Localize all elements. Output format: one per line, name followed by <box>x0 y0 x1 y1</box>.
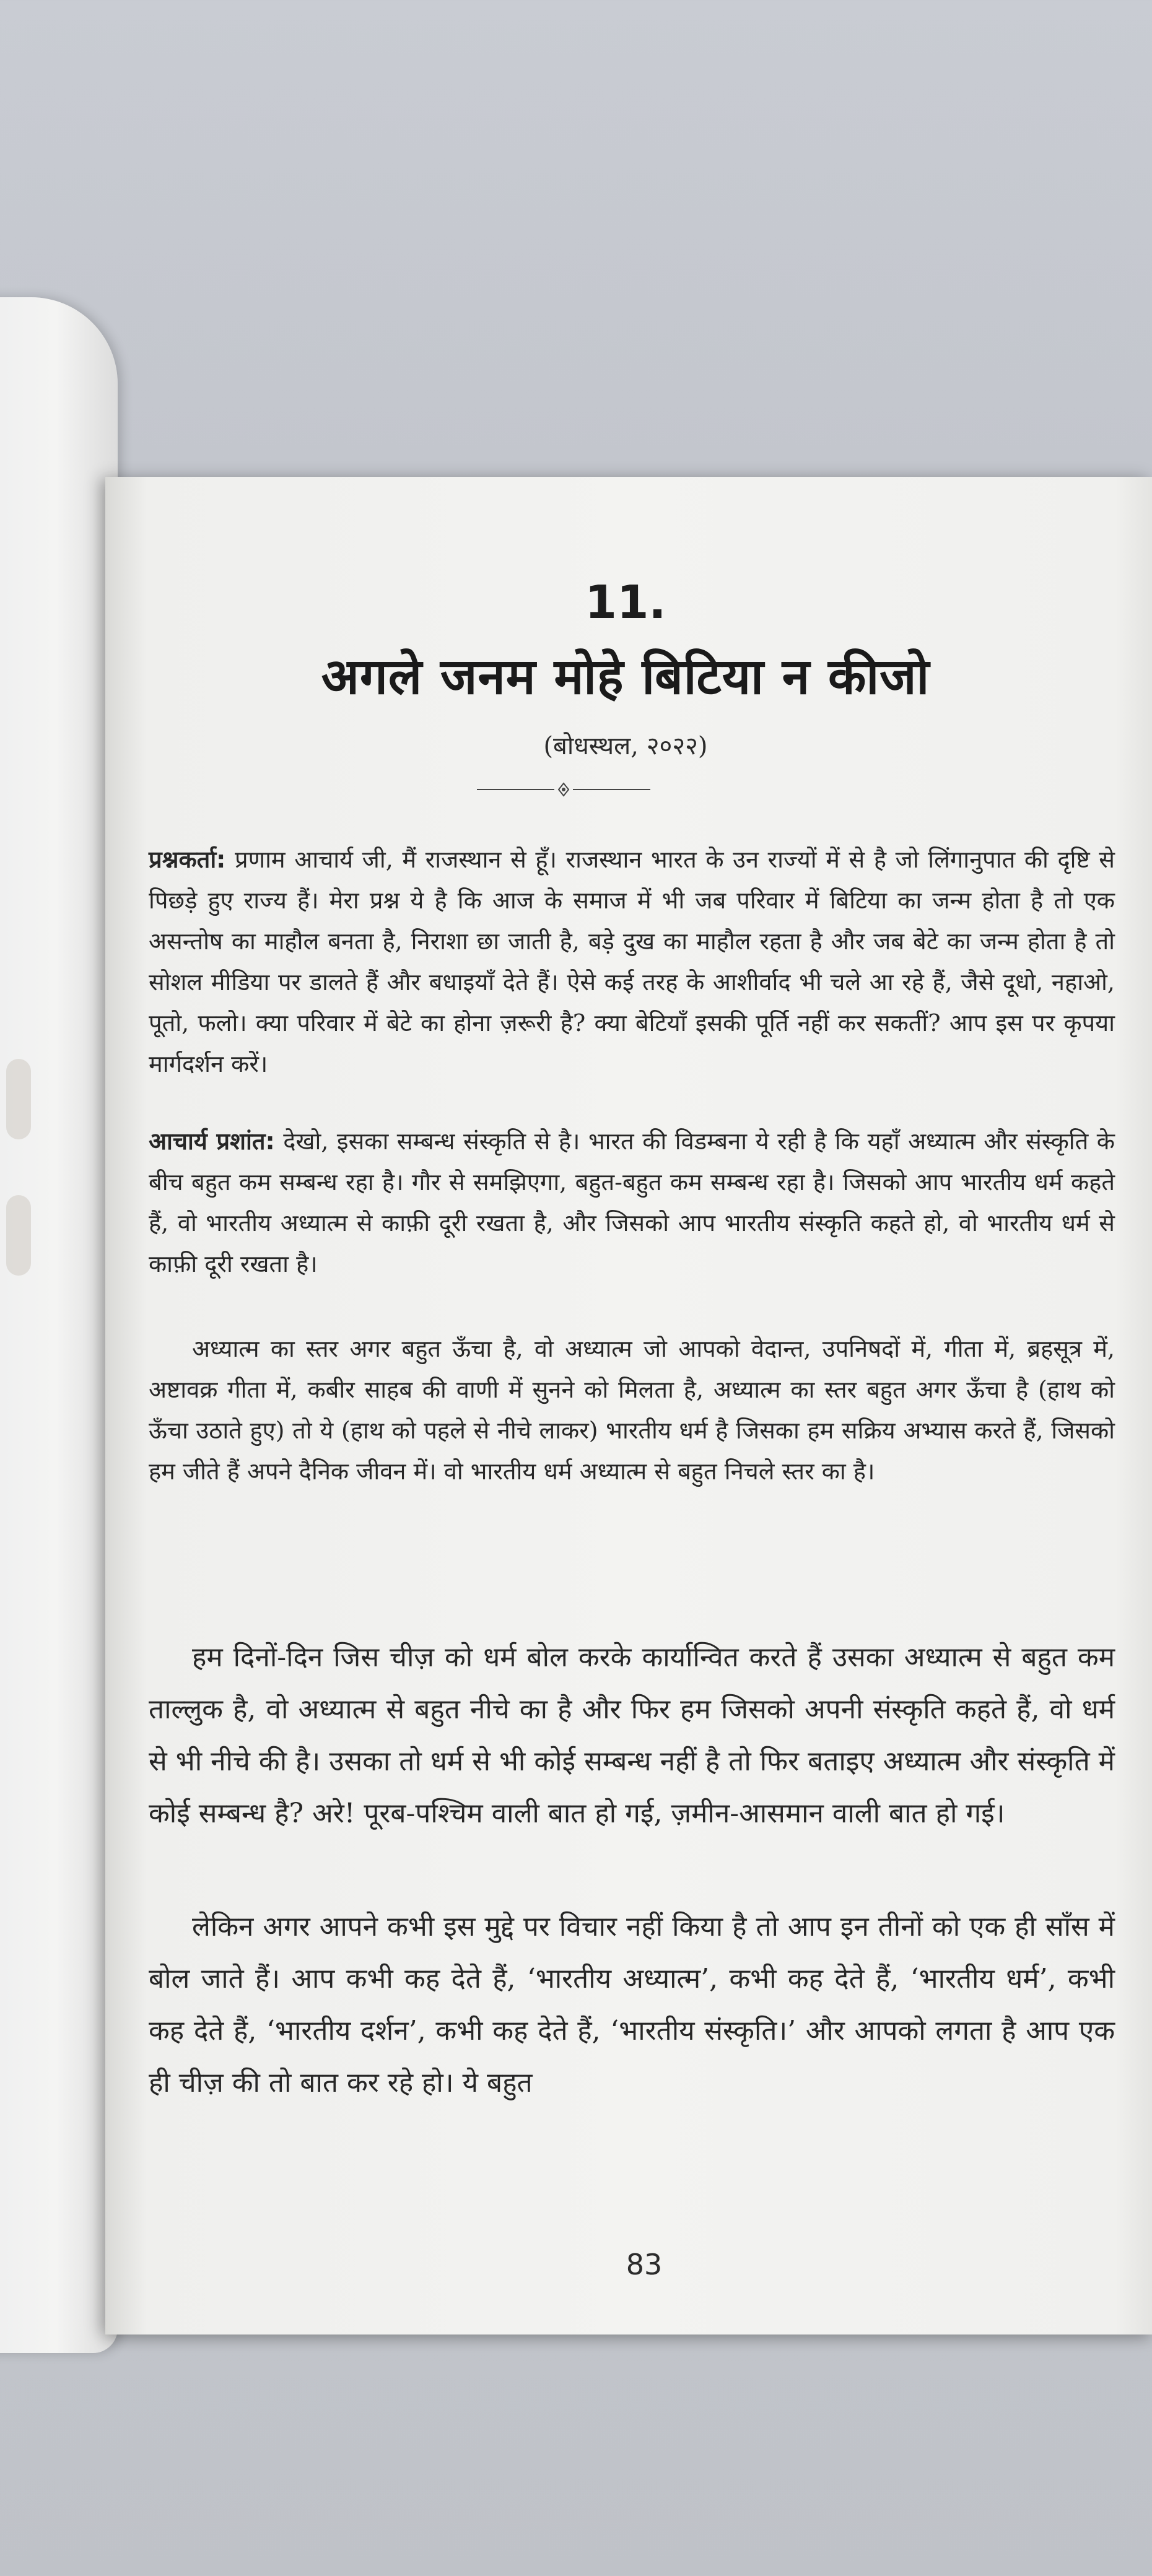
chapter-number: 11. <box>585 576 666 629</box>
ornament-divider-icon <box>471 780 657 799</box>
answer-speaker: आचार्य प्रशांत: <box>149 1128 275 1155</box>
bleed-through-mark <box>6 1195 31 1276</box>
question-paragraph <box>149 839 1115 1084</box>
bleed-through-mark <box>6 1059 31 1139</box>
page-number: 83 <box>626 2248 663 2281</box>
book-page <box>105 477 1152 2334</box>
body-paragraph-1: अध्यात्म का स्तर अगर बहुत ऊँचा है, वो अध्यात्म जो आपको वेदान्त, उपनिषदों में, गीता में, ब्रहसूत्र में, अष्टावक्र गीता में, कबीर साहब की वाणी में सुनने को मिलता है, अध्यात्म का स्तर बहुत अगर ऊँचा है (हाथ को ऊँचा उठाते हुए) तो ये (हाथ को पहले से नीचे लाकर) भारतीय धर्म है जिसका हम सक्रिय अभ्यास करते हैं, जिसको हम जीते हैं अपने दैनिक जीवन में। वो भारतीय धर्म अध्यात्म से बहुत निचले स्तर का है। <box>149 1335 1115 1485</box>
question-text: प्रणाम आचार्य जी, मैं राजस्थान से हूँ। राजस्थान भारत के उन राज्यों में से है जो लिंगानुपात की दृष्टि से पिछड़े हुए राज्य हैं। मेरा प्रश्न ये है कि आज के समाज में भी जब परिवार में बिटिया का जन्म होता है तो एक असन्तोष का माहौल बनता है, निराशा छा जाती है, बड़े दुख का माहौल रहता है और जब बेटे का जन्म होता है तो सोशल मीडिया पर डालते हैं और बधाइयाँ देते हैं। ऐसे कई तरह के आशीर्वाद भी चले आ रहे हैं, जैसे दूधो, नहाओ, पूतो, फलो। क्या परिवार में बेटे का होना ज़रूरी है? क्या बेटियाँ इसकी पूर्ति नहीं कर सकतीं? आप इस पर कृपया मार्गदर्शन करें। <box>149 846 1115 1077</box>
answer-paragraph <box>149 1121 1115 1284</box>
question-speaker: प्रश्नकर्ता: <box>149 846 226 873</box>
answer-text: देखो, इसका सम्बन्ध संस्कृति से है। भारत की विडम्बना ये रही है कि यहाँ अध्यात्म और संस्कृति के बीच बहुत कम सम्बन्ध रहा है। गौर से समझिएगा, बहुत-बहुत कम सम्बन्ध रहा है। जिसको आप भारतीय धर्म कहते हैं, वो भारतीय अध्यात्म से काफ़ी दूरी रखता है, और जिसको आप भारतीय संस्कृति कहते हो, वो भारतीय धर्म से काफ़ी दूरी रखता है। <box>149 1128 1115 1277</box>
chapter-title: अगले जनम मोहे बिटिया न कीजो <box>321 648 930 705</box>
chapter-source: (बोधस्थल, २०२२) <box>543 732 708 760</box>
adjacent-page-edge <box>0 297 118 2353</box>
body-paragraph-2: हम दिनों-दिन जिस चीज़ को धर्म बोल करके कार्यान्वित करते हैं उसका अध्यात्म से बहुत कम ताल्लुक है, वो अध्यात्म से बहुत नीचे का है और फिर हम जिसको अपनी संस्कृति कहते हैं, वो धर्म से भी नीचे की है। उसका तो धर्म से भी कोई सम्बन्ध नहीं है तो फिर बताइए अध्यात्म और संस्कृति में कोई सम्बन्ध है? अरे! पूरब-पश्चिम वाली बात हो गई, ज़मीन-आसमान वाली बात हो गई। <box>149 1642 1115 1829</box>
body-paragraph-3: लेकिन अगर आपने कभी इस मुद्दे पर विचार नहीं किया है तो आप इन तीनों को एक ही साँस में बोल जाते हैं। आप कभी कह देते हैं, ‘भारतीय अध्यात्म’, कभी कह देते हैं, ‘भारतीय धर्म’, कभी कह देते हैं, ‘भारतीय दर्शन’, कभी कह देते हैं, ‘भारतीय संस्कृति।’ और आपको लगता है आप एक ही चीज़ की तो बात कर रहे हो। ये बहुत <box>149 1911 1115 2099</box>
